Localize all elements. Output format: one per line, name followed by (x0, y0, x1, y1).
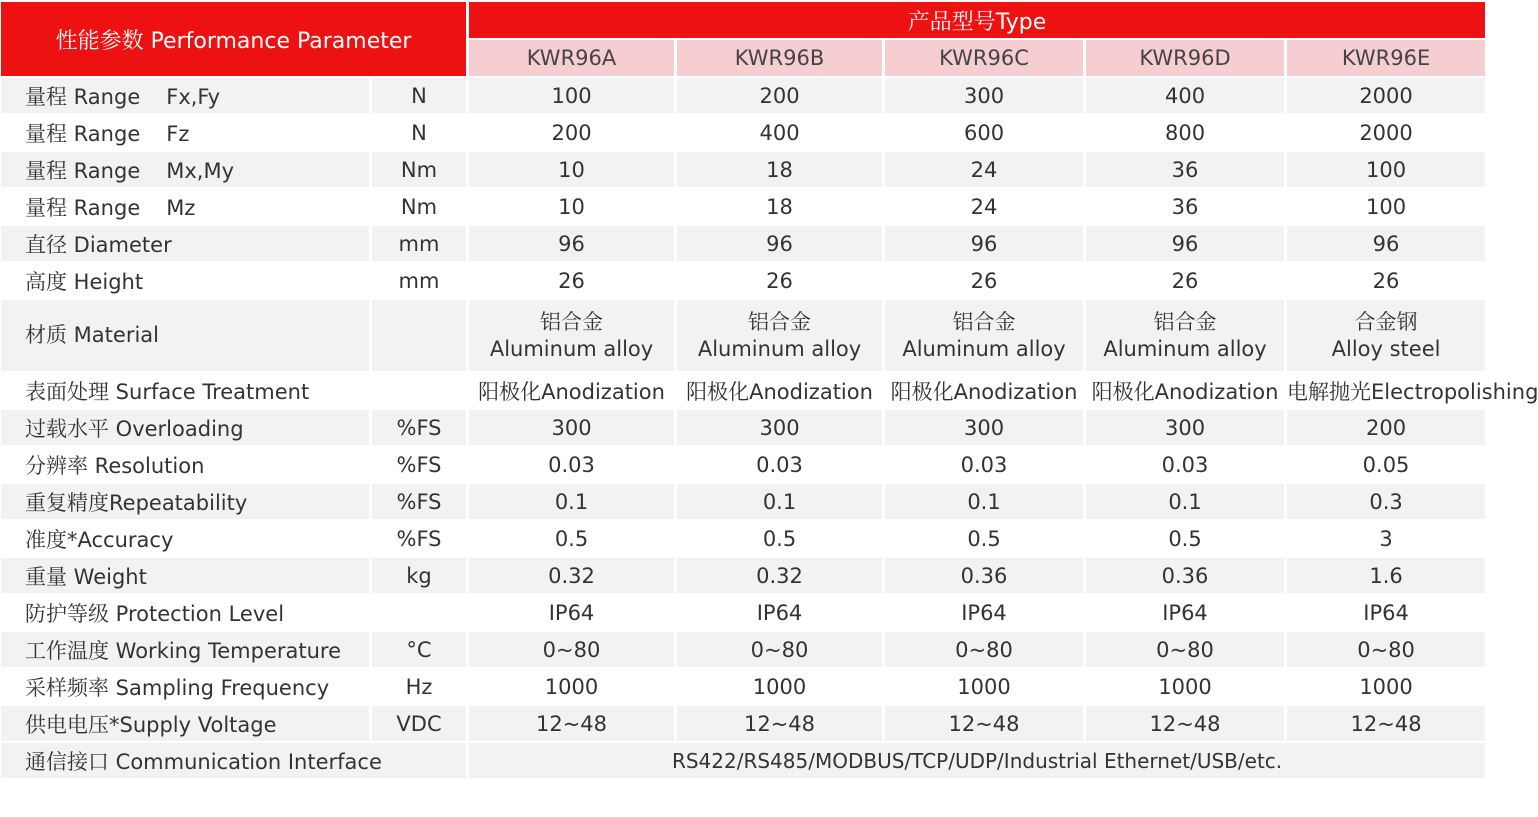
value-cell: 26 (469, 263, 674, 298)
value-cell: 10 (469, 152, 674, 187)
value-cell: 300 (885, 410, 1083, 445)
value-cell: 2000 (1287, 115, 1485, 150)
param-unit: Hz (372, 669, 466, 704)
value-cell: 1000 (1086, 669, 1284, 704)
table-row (1, 152, 1485, 187)
value-cell: 0.03 (469, 447, 674, 482)
value-cell: 300 (1086, 410, 1284, 445)
value-cell (1287, 300, 1485, 371)
param-name-cell (1, 152, 369, 187)
param-name-cell (1, 226, 369, 261)
table-row (1, 447, 1485, 482)
value-cell: 0.1 (885, 484, 1083, 519)
value-cell: 0.5 (885, 521, 1083, 556)
value-line: Aluminum alloy (489, 336, 654, 361)
value-cell: 0~80 (1287, 632, 1485, 667)
value-cell: 阳极化Anodization (469, 373, 674, 408)
param-name: 高度 Height (25, 269, 144, 294)
comm-value: RS422/RS485/MODBUS/TCP/UDP/Industrial Ethernet/USB/etc. (469, 743, 1485, 778)
model-header: KWR96D (1086, 40, 1284, 76)
model-header: KWR96B (677, 40, 882, 76)
param-unit: %FS (372, 521, 466, 556)
value-cell: 0~80 (885, 632, 1083, 667)
table-row (1, 484, 1485, 519)
value-cell: 阳极化Anodization (1086, 373, 1284, 408)
value-line: 铝合金 (1153, 309, 1217, 334)
param-name: 通信接口 Communication Interface (1, 743, 466, 778)
param-axis: Mx,My (166, 158, 235, 183)
param-name-cell (1, 521, 369, 556)
param-name: 防护等级 Protection Level (25, 601, 285, 626)
param-name-cell (1, 632, 369, 667)
param-unit: VDC (372, 706, 466, 741)
value-cell: 1.6 (1287, 558, 1485, 593)
value-cell: IP64 (885, 595, 1083, 630)
value-cell: 96 (469, 226, 674, 261)
param-unit: N (372, 115, 466, 150)
param-axis: Fz (166, 121, 190, 146)
value-cell: 300 (677, 410, 882, 445)
value-line: 铝合金 (540, 309, 604, 334)
value-cell: 12~48 (677, 706, 882, 741)
param-axis: Mz (166, 195, 196, 220)
spec-table-body (1, 78, 1538, 778)
table-row (1, 226, 1485, 261)
value-cell: 0.03 (677, 447, 882, 482)
value-cell: 18 (677, 152, 882, 187)
param-unit: mm (372, 263, 466, 298)
param-name-cell (1, 115, 369, 150)
value-line: Aluminum alloy (1103, 336, 1267, 361)
value-cell: 96 (677, 226, 882, 261)
value-cell (469, 300, 674, 371)
value-cell: 0.1 (1086, 484, 1284, 519)
value-cell: 0.5 (677, 521, 882, 556)
param-name: 量程 Range (25, 84, 141, 109)
value-cell (1086, 300, 1284, 371)
param-unit: N (372, 78, 466, 113)
param-unit: %FS (372, 410, 466, 445)
value-cell: 18 (677, 189, 882, 224)
value-cell: 96 (1086, 226, 1284, 261)
param-name: 量程 Range (25, 121, 141, 146)
table-row (1, 189, 1485, 224)
value-cell: 12~48 (1086, 706, 1284, 741)
value-cell: 0.1 (469, 484, 674, 519)
param-name: 工作温度 Working Temperature (25, 638, 342, 663)
param-name: 分辨率 Resolution (25, 453, 205, 478)
value-cell: 0.5 (1086, 521, 1284, 556)
table-row (1, 373, 1485, 408)
type-header: 产品型号Type (469, 2, 1485, 38)
table-row (1, 521, 1485, 556)
table-row (1, 78, 1485, 113)
value-cell: 12~48 (469, 706, 674, 741)
table-row (1, 410, 1485, 445)
param-unit: %FS (372, 447, 466, 482)
value-cell: 200 (677, 78, 882, 113)
param-name: 材质 Material (25, 323, 159, 347)
param-name: 重量 Weight (25, 564, 147, 589)
param-name: 重复精度Repeatability (25, 490, 248, 515)
value-cell: 0~80 (1086, 632, 1284, 667)
value-cell: 0.1 (677, 484, 882, 519)
value-cell: 36 (1086, 152, 1284, 187)
param-unit (372, 373, 466, 408)
value-cell: 电解抛光Electropolishing (1287, 373, 1485, 408)
table-row (1, 558, 1485, 593)
param-name: 准度*Accuracy (25, 527, 174, 552)
param-name: 表面处理 Surface Treatment (25, 379, 310, 404)
value-cell: 100 (1287, 152, 1485, 187)
value-cell: 100 (1287, 189, 1485, 224)
param-unit (372, 300, 466, 371)
value-cell: 100 (469, 78, 674, 113)
value-cell: IP64 (677, 595, 882, 630)
param-name-cell (1, 484, 369, 519)
value-cell: 1000 (677, 669, 882, 704)
table-row (1, 595, 1485, 630)
table-row (1, 263, 1485, 298)
param-axis: Fx,Fy (166, 84, 220, 109)
param-name-cell (1, 410, 369, 445)
param-unit: %FS (372, 484, 466, 519)
param-name-cell (1, 558, 369, 593)
model-header: KWR96A (469, 40, 674, 76)
value-cell: 1000 (1287, 669, 1485, 704)
table-row (1, 115, 1485, 150)
param-unit: mm (372, 226, 466, 261)
value-cell: 1000 (885, 669, 1083, 704)
value-cell: 12~48 (885, 706, 1083, 741)
value-cell: 96 (1287, 226, 1485, 261)
value-cell: 800 (1086, 115, 1284, 150)
table-row (1, 669, 1485, 704)
param-name-cell (1, 447, 369, 482)
param-header: 性能参数 Performance Parameter (1, 2, 466, 76)
value-cell: 0~80 (677, 632, 882, 667)
param-name-cell (1, 595, 369, 630)
value-cell: 400 (1086, 78, 1284, 113)
value-line: 铝合金 (952, 309, 1016, 334)
param-unit: Nm (372, 189, 466, 224)
value-cell: 0.36 (1086, 558, 1284, 593)
value-cell: 600 (885, 115, 1083, 150)
value-line: Aluminum alloy (697, 336, 862, 361)
table-row (1, 706, 1485, 741)
value-cell: 12~48 (1287, 706, 1485, 741)
param-unit: kg (372, 558, 466, 593)
value-cell: 0.3 (1287, 484, 1485, 519)
value-cell: IP64 (1287, 595, 1485, 630)
value-cell: 0.03 (885, 447, 1083, 482)
value-cell: 2000 (1287, 78, 1485, 113)
value-cell: 10 (469, 189, 674, 224)
value-cell: 0~80 (469, 632, 674, 667)
param-unit: °C (372, 632, 466, 667)
value-cell: 0.05 (1287, 447, 1485, 482)
value-cell: 阳极化Anodization (677, 373, 882, 408)
param-name: 供电电压*Supply Voltage (25, 712, 277, 737)
param-name-cell (1, 189, 369, 224)
param-name: 量程 Range (25, 158, 141, 183)
param-name: 直径 Diameter (25, 232, 172, 257)
value-line: 合金钢 (1354, 309, 1418, 334)
param-name: 量程 Range (25, 195, 141, 220)
param-name-cell (1, 669, 369, 704)
param-name-cell (1, 78, 369, 113)
value-cell: 300 (469, 410, 674, 445)
value-cell: 24 (885, 152, 1083, 187)
value-cell: IP64 (469, 595, 674, 630)
value-cell: 200 (469, 115, 674, 150)
value-cell: 26 (1086, 263, 1284, 298)
value-cell: 26 (885, 263, 1083, 298)
value-cell: 0.03 (1086, 447, 1284, 482)
param-name: 过载水平 Overloading (25, 416, 244, 441)
value-cell: IP64 (1086, 595, 1284, 630)
value-cell: 3 (1287, 521, 1485, 556)
value-cell: 0.32 (677, 558, 882, 593)
value-cell: 0.32 (469, 558, 674, 593)
value-cell: 26 (677, 263, 882, 298)
value-cell: 26 (1287, 263, 1485, 298)
table-row-communication (1, 743, 1485, 778)
param-name-cell (1, 300, 369, 371)
value-cell (885, 300, 1083, 371)
value-cell: 1000 (469, 669, 674, 704)
value-line: Alloy steel (1331, 336, 1441, 361)
value-cell: 阳极化Anodization (885, 373, 1083, 408)
value-line: 铝合金 (748, 309, 812, 334)
value-cell (677, 300, 882, 371)
param-name-cell (1, 706, 369, 741)
table-row (1, 632, 1485, 667)
model-header: KWR96E (1287, 40, 1485, 76)
param-unit (372, 595, 466, 630)
value-cell: 36 (1086, 189, 1284, 224)
value-cell: 300 (885, 78, 1083, 113)
value-cell: 96 (885, 226, 1083, 261)
value-cell: 400 (677, 115, 882, 150)
param-name: 采样频率 Sampling Frequency (25, 675, 330, 700)
value-cell: 24 (885, 189, 1083, 224)
model-header: KWR96C (885, 40, 1083, 76)
value-line: Aluminum alloy (902, 336, 1066, 361)
param-unit: Nm (372, 152, 466, 187)
value-cell: 200 (1287, 410, 1485, 445)
param-name-cell (1, 373, 369, 408)
table-row (1, 300, 1485, 371)
value-cell: 0.36 (885, 558, 1083, 593)
param-name-cell (1, 263, 369, 298)
value-cell: 0.5 (469, 521, 674, 556)
